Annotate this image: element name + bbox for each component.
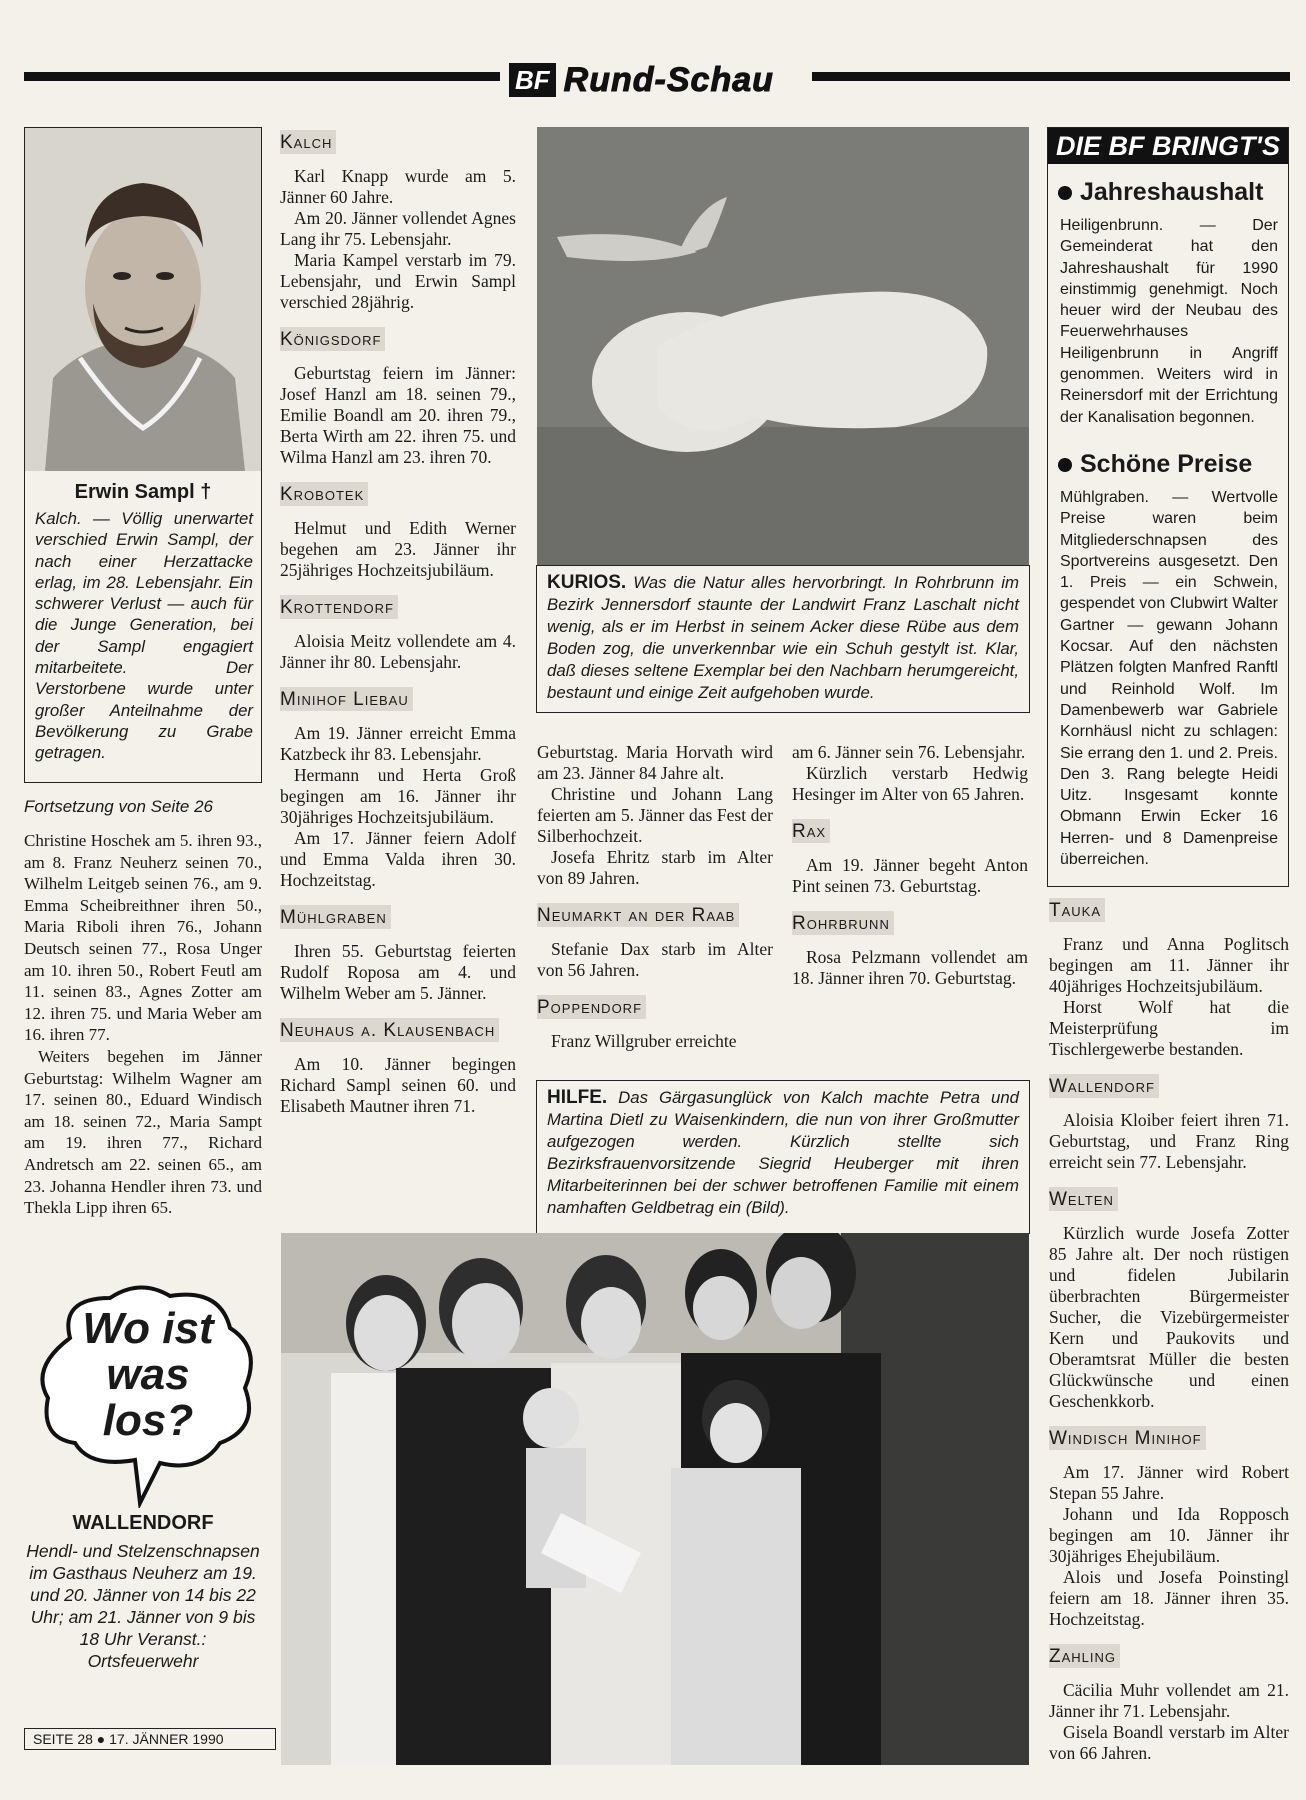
section-rohrbrunn: [792, 911, 1028, 989]
paragraph: Am 17. Jänner feiern Adolf und Emma Valda ihren 30. Hochzeitstag.: [280, 828, 516, 890]
section-tauka: [1049, 898, 1289, 1060]
hilfe-caption: [537, 1081, 1029, 1225]
section-minihof-liebau: [280, 687, 516, 891]
paragraph: Am 19. Jänner erreicht Emma Katzbeck ihr 83. Lebensjahr.: [280, 723, 516, 764]
continuation-label: Fortsetzung von Seite 26: [24, 797, 214, 816]
paragraph: Am 19. Jänner begeht Anton Pint seinen 73. Geburtstag.: [792, 855, 1028, 896]
paragraph: Stefanie Dax starb im Alter von 56 Jahren.: [537, 939, 773, 980]
paragraph: Ihren 55. Geburtstag feierten Rudolf Roposa am 4. und Wilhelm Weber am 5. Jänner.: [280, 941, 516, 1003]
paragraph: Kürzlich verstarb Hedwig Hesinger im Alter von 65 Jahren.: [792, 763, 1028, 804]
kurios-caption-box: [536, 565, 1030, 713]
portrait-name: Erwin Sampl †: [74, 481, 212, 503]
section-königsdorf: [280, 327, 516, 468]
paragraph: Aloisia Meitz vollendete am 4. Jänner ihr 80. Lebensjahr.: [280, 631, 516, 672]
section-heading: Welten: [1049, 1187, 1118, 1211]
section-mühlgraben: [280, 905, 516, 1004]
portrait-photo-graphic: [25, 128, 261, 471]
masthead-title: Rund-Schau: [563, 60, 774, 99]
kurios-photo: [537, 127, 1029, 565]
section-heading: Tauka: [1049, 898, 1105, 922]
masthead: [509, 60, 809, 100]
paragraph: Geburtstag feiern im Jänner: Josef Hanzl am 18. seinen 79., Emilie Boandl am 20. ihren 79., Berta Wirth am 22. ihren 75. und Wilma Hanzl am 23. ihren 70.: [280, 363, 516, 467]
portrait-text: Kalch. — Völlig unerwartet verschied Erwin Sampl, der nach einer Herzattacke erlag, im 28. Lebensjahr. Ein schwerer Verlust — auch für die Junge Generation, bei der Sampl engagiert mitarbeitete. Der Verstorbene wurde unter großer Anteilnahme der Bevölkerung zu Grabe getragen.: [35, 509, 253, 763]
speech-bubble: [30, 1278, 262, 1508]
section-krobotek: [280, 482, 516, 581]
section-heading: Krobotek: [280, 482, 368, 506]
group-photo-graphic: [281, 1233, 1029, 1765]
bringts-box: [1047, 127, 1289, 887]
paragraph: Alois und Josefa Poinstingl feiern am 18. Jänner ihren 35. Hochzeitstag.: [1049, 1567, 1289, 1629]
paragraph: Johann und Ida Ropposch begingen am 10. Jänner ihr 30jähriges Ehejubiläum.: [1049, 1504, 1289, 1566]
section-heading: Windisch Minihof: [1049, 1426, 1206, 1450]
section-heading: Königsdorf: [280, 327, 385, 351]
section-heading: Poppendorf: [537, 995, 646, 1019]
portrait-box: [24, 127, 262, 783]
bringts-header: DIE BF BRINGT'S: [1048, 128, 1288, 164]
group-photo: [281, 1233, 1029, 1765]
column-5: [1049, 898, 1289, 1778]
event-place: WALLENDORF: [72, 1512, 214, 1534]
paragraph: Christine und Johann Lang feierten am 5. Jänner das Fest der Silberhochzeit.: [537, 784, 773, 846]
section-heading: Neumarkt an der Raab: [537, 903, 739, 927]
section-heading: Neuhaus a. Klausenbach: [280, 1018, 499, 1042]
section-heading: Mühlgraben: [280, 905, 391, 929]
bringts-item-1-title: [1058, 178, 1288, 207]
kurios-label: KURIOS.: [547, 572, 627, 593]
paragraph: am 6. Jänner sein 76. Lebensjahr.: [792, 742, 1026, 762]
paragraph: Kürzlich wurde Josefa Zotter 85 Jahre alt. Der noch rüstigen und fidelen Jubilarin überbrachten Bürgermeister Sucher, die Vizebürgermeister Kern und Paukovits und Oberamtsrat Müller die besten Glückwünsche und einen Geschenkkorb.: [1049, 1223, 1289, 1411]
paragraph: Rosa Pelzmann vollendet am 18. Jänner ihren 70. Geburtstag.: [792, 947, 1028, 988]
kurios-photo-graphic: [537, 127, 1029, 565]
section-neumarkt-an-der-raab: [537, 903, 773, 981]
paragraph: Am 17. Jänner wird Robert Stepan 55 Jahre.: [1049, 1462, 1289, 1503]
speech-bubble-text: Wo ist was los?: [82, 1304, 214, 1445]
column-2: [280, 130, 516, 1131]
continuation-p1: Christine Hoschek am 5. ihren 93., am 8. Franz Neuherz seinen 70., Wilhelm Leitgeb seinen 76., am 9. Emma Scheibreithner ihren 50., Maria Riboli ihren 76., Johann Deutsch seinen 77., Rosa Unger am 10. ihren 50., Robert Feutl am 11. seinen 83., Agnes Zotter am 12. ihren 75. und Maria Weber am 16. ihren 77.: [24, 831, 262, 1045]
bf-logo: BF: [509, 63, 556, 97]
page-footer: SEITE 28 ● 17. JÄNNER 1990: [24, 1728, 276, 1750]
paragraph: Franz und Anna Poglitsch begingen am 11. Jänner ihr 40jähriges Hochzeitsjubiläum.: [1049, 934, 1289, 996]
bringts-item-2-text: Mühlgraben. — Wertvolle Preise waren beim Mitgliederschnapsen des Sportvereins ausgesetzt. Den 1. Preis — ein Schwein, gespendet von Clubwirt Walter Gartner — gewann Johann Kocsar. Auf den nächsten Plätzen folgten Manfred Ranftl und Reinhold Wolf. Im Damenbewerb war Gabriele Kornhäusl nicht zu schlagen: Sie errang den 1. und 2. Preis. Den 3. Rang belegte Heidi Uitz. Insgesamt konnte Obmann Erwin Ecker 16 Herren- und 8 Damenpreise überreichen.: [1060, 488, 1278, 869]
paragraph: Aloisia Kloiber feiert ihren 71. Geburtstag, und Franz Ring erreicht sein 77. Lebensjahr.: [1049, 1110, 1289, 1172]
hilfe-caption-box: [536, 1080, 1030, 1234]
section-poppendorf: [537, 995, 773, 1052]
hilfe-text: Das Gärgasunglück von Kalch machte Petra und Martina Dietl zu Waisenkindern, die nun von ihrer Großmutter aufgezogen werden. Kürzlich stellte sich Bezirksfrauenvorsitzende Siegrid Heuberger mit ihren Mitarbeiterinnen bei der schwer betroffenen Familie mit einem namhaften Geldbetrag ein (Bild).: [547, 1088, 1019, 1217]
section-heading: Minihof Liebau: [280, 687, 413, 711]
paragraph: Josefa Ehritz starb im Alter von 89 Jahren.: [537, 847, 773, 888]
section-heading: Rohrbrunn: [792, 911, 894, 935]
section-rax: [792, 819, 1028, 897]
bullet-icon: [1058, 458, 1072, 472]
section-windisch-minihof: [1049, 1426, 1289, 1630]
section-neuhaus-a-klausenbach: [280, 1018, 516, 1117]
column-4: [792, 742, 1028, 1003]
paragraph: Cäcilia Muhr vollendet am 21. Jänner ihr 71. Lebensjahr.: [1049, 1680, 1289, 1721]
section-wallendorf: [1049, 1074, 1289, 1173]
bringts-item-2-title: [1058, 450, 1288, 479]
section-heading: Rax: [792, 819, 830, 843]
paragraph: Horst Wolf hat die Meisterprüfung im Tischlergewerbe bestanden.: [1049, 997, 1289, 1059]
bringts-item-1-text: Heiligenbrunn. — Der Gemeinderat hat den Jahreshaushalt für 1990 einstimmig genehmigt. Noch heuer wird der Neubau des Feuerwehrhauses Heiligenbrunn in Angriff genommen. Weiters wird in Reinersdorf mit der Errichtung der Kanalisation begonnen.: [1060, 217, 1278, 426]
paragraph: Helmut und Edith Werner begehen am 23. Jänner ihr 25jähriges Hochzeitsjubiläum.: [280, 518, 516, 580]
section-heading: Wallendorf: [1049, 1074, 1159, 1098]
paragraph: Hermann und Herta Groß begingen am 16. Jänner ihr 30jähriges Hochzeitsjubiläum.: [280, 765, 516, 827]
portrait-photo: [25, 128, 261, 471]
masthead-rule-left: [24, 72, 500, 81]
section-zahling: [1049, 1644, 1289, 1764]
section-welten: [1049, 1187, 1289, 1412]
column-3: [537, 742, 773, 1066]
bringts-item-2-title-text: Schöne Preise: [1080, 449, 1253, 478]
kurios-text: Was die Natur alles hervorbringt. In Rohrbrunn im Bezirk Jennersdorf staunte der Landwirt Franz Laschalt nicht wenig, als er im Herbst in seinem Acker diese Rübe aus dem Boden zog, die unverkennbar wie ein Schuh gestylt ist. Klar, daß dieses seltene Exemplar bei den Nachbarn herumgereicht, bestaunt und einige Zeit aufgehoben wurde.: [547, 573, 1019, 702]
masthead-rule-right: [812, 72, 1290, 81]
section-krottendorf: [280, 595, 516, 673]
event-text: Hendl- und Stelzenschnapsen im Gasthaus Neuherz am 19. und 20. Jänner von 14 bis 22 Uhr; am 21. Jänner von 9 bis 18 Uhr Veranst.: Ortsfeuerwehr: [26, 1541, 260, 1671]
section-heading: Zahling: [1049, 1644, 1120, 1668]
paragraph: Geburtstag. Maria Horvath wird am 23. Jänner 84 Jahre alt.: [537, 742, 773, 783]
kurios-caption: [537, 566, 1029, 710]
paragraph: Gisela Boandl verstarb im Alter von 66 Jahren.: [1049, 1722, 1289, 1763]
bullet-icon: [1058, 186, 1072, 200]
section-heading: Krottendorf: [280, 595, 398, 619]
section-heading: Kalch: [280, 130, 336, 154]
hilfe-label: HILFE.: [547, 1087, 608, 1108]
bringts-item-1-title-text: Jahreshaushalt: [1080, 178, 1264, 206]
continuation-p2: Weiters begehen im Jänner Geburtstag: Wilhelm Wagner am 17. seinen 80., Eduard Windisch am 18. seinen 72., Maria Sampt am 19. ihren 77., Richard Andretsch am 22. seinen 65., am 23. Johanna Hendler ihren 73. und Thekla Lipp ihren 65.: [24, 1046, 262, 1218]
paragraph: Franz Willgruber erreichte: [551, 1031, 737, 1051]
paragraph: Am 20. Jänner vollendet Agnes Lang ihr 75. Lebensjahr.: [280, 208, 516, 249]
continuation-text: [24, 830, 262, 1219]
paragraph: Karl Knapp wurde am 5. Jänner 60 Jahre.: [280, 166, 516, 207]
section-kalch: [280, 130, 516, 313]
paragraph: Maria Kampel verstarb im 79. Lebensjahr, und Erwin Sampl verschied 28jährig.: [280, 250, 516, 312]
paragraph: Am 10. Jänner begingen Richard Sampl seinen 60. und Elisabeth Mautner ihren 71.: [280, 1054, 516, 1116]
